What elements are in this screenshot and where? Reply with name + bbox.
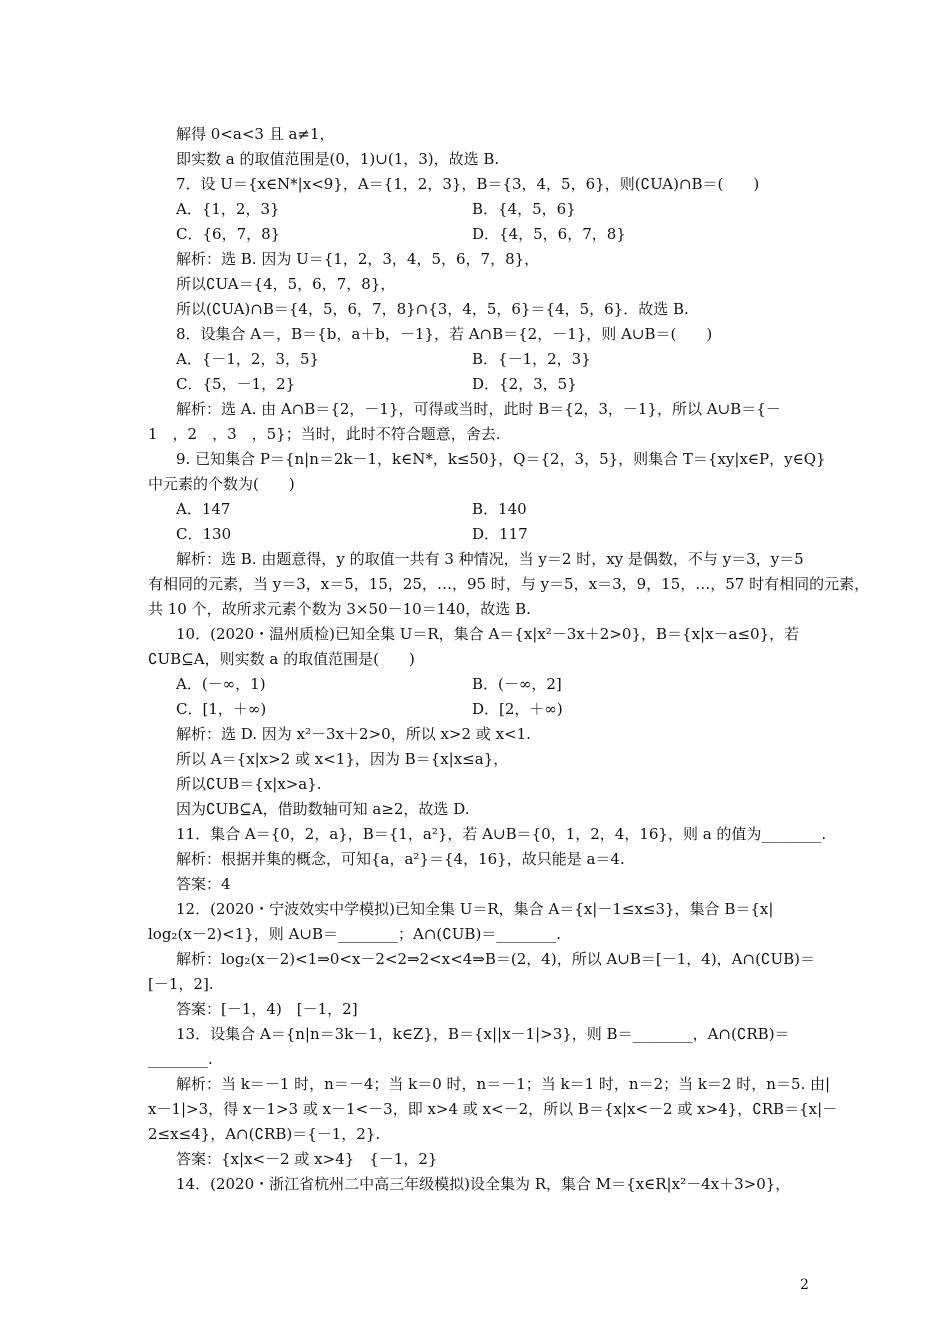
text-line: 12．(2020・宁波效实中学模拟)已知全集 U＝R，集合 A＝{x|－1≤x≤3}，集合 B＝{x| bbox=[176, 900, 774, 918]
choice-option: B．(－∞，2] bbox=[472, 675, 562, 693]
text-line: 答案：{x|x<－2 或 x>4} {－1，2} bbox=[176, 1150, 438, 1168]
text-line: x－1|>3，得 x－1>3 或 x－1<－3，即 x>4 或 x<－2，所以 B＝{x|x<－2 或 x>4}，∁RB＝{x|－ bbox=[148, 1100, 838, 1118]
choice-option: B．{4，5，6} bbox=[472, 200, 576, 218]
text-line: 因为∁UB⊆A，借助数轴可知 a≥2，故选 D. bbox=[176, 800, 470, 818]
text-line: 有相同的元素，当 y＝3，x＝5，15，25，…，95 时，与 y＝5，x＝3，9，15，…，57 时有相同的元素， bbox=[148, 575, 870, 593]
choice-option: A．{－1，2，3，5} bbox=[176, 350, 320, 368]
text-line: 所以∁UB＝{x|x>a}. bbox=[176, 775, 322, 793]
text-line: 解析：选 B. 由题意得，y 的取值一共有 3 种情况，当 y＝2 时，xy 是偶数，不与 y＝3，y＝5 bbox=[176, 550, 804, 568]
choice-option: D．{2，3，5} bbox=[472, 375, 577, 393]
choice-option: B．{－1，2，3} bbox=[472, 350, 591, 368]
text-line: 答案：[－1，4) [－1，2] bbox=[176, 1000, 358, 1018]
text-line: [－1，2]. bbox=[148, 975, 214, 993]
text-line: 13．设集合 A＝{n|n＝3k－1，k∈Z}，B＝{x||x－1|>3}，则 B＝________，A∩(∁RB)＝ bbox=[176, 1025, 790, 1043]
text-line: 解析：选 D. 因为 x²－3x＋2>0，所以 x>2 或 x<1. bbox=[176, 725, 531, 743]
choice-option: C．{6，7，8} bbox=[176, 225, 281, 243]
text-line: 解析：选 A. 由 A∩B＝{2，－1}，可得或当时，此时 B＝{2，3，－1}，所以 A∪B＝{－ bbox=[176, 400, 781, 418]
text-line: 答案：4 bbox=[176, 875, 231, 893]
text-line: 解得 0<a<3 且 a≠1， bbox=[176, 125, 335, 143]
text-line: 7．设 U＝{x∈N*|x<9}，A＝{1，2，3}，B＝{3，4，5，6}，则(∁UA)∩B＝( ) bbox=[176, 175, 760, 193]
page-number: 2 bbox=[800, 1277, 809, 1293]
choice-option: C．130 bbox=[176, 525, 232, 543]
text-line: 即实数 a 的取值范围是(0，1)∪(1，3)，故选 B. bbox=[176, 150, 500, 168]
choice-option: D．[2，＋∞) bbox=[472, 700, 563, 718]
text-line: 共 10 个，故所求元素个数为 3×50－10＝140，故选 B. bbox=[148, 600, 531, 618]
text-line: 所以∁UA＝{4，5，6，7，8}， bbox=[176, 275, 396, 293]
text-line: 10．(2020・温州质检)已知全集 U＝R，集合 A＝{x|x²－3x＋2>0}，B＝{x|x－a≤0}，若 bbox=[176, 625, 800, 643]
text-line: ________. bbox=[148, 1050, 213, 1068]
text-line: 2≤x≤4}，A∩(∁RB)＝{－1，2}. bbox=[148, 1125, 381, 1143]
text-line: 8．设集合 A＝，B＝{b，a＋b，－1}，若 A∩B＝{2，－1}，则 A∪B＝( ) bbox=[176, 325, 713, 343]
text-line: 所以(∁UA)∩B＝{4，5，6，7，8}∩{3，4，5，6}＝{4，5，6}．故选 B. bbox=[176, 300, 689, 318]
choice-option: D．117 bbox=[472, 525, 528, 543]
text-line: 11．集合 A＝{0，2，a}，B＝{1，a²}，若 A∪B＝{0，1，2，4，16}，则 a 的值为________. bbox=[176, 825, 827, 843]
choice-option: A．{1，2，3} bbox=[176, 200, 280, 218]
text-line: 解析：选 B. 因为 U＝{1，2，3，4，5，6，7，8}， bbox=[176, 250, 540, 268]
text-line: 解析：log₂(x－2)<1⇒0<x－2<2⇒2<x<4⇒B＝(2，4)，所以 A∪B＝[－1，4)，A∩(∁UB)＝ bbox=[176, 950, 815, 968]
text-line: log₂(x－2)<1}，则 A∪B＝________；A∩(∁UB)＝________. bbox=[148, 925, 562, 943]
text-line: 解析：根据并集的概念，可知{a，a²}＝{4，16}，故只能是 a＝4. bbox=[176, 850, 625, 868]
text-line: 14．(2020・浙江省杭州二中高三年级模拟)设全集为 R，集合 M＝{x∈R|x²－4x＋3>0}， bbox=[176, 1175, 791, 1193]
text-line: 中元素的个数为( ) bbox=[148, 475, 295, 493]
choice-option: B．140 bbox=[472, 500, 527, 518]
text-line: 1 ，2 ，3 ，5}；当时，此时不符合题意，舍去. bbox=[148, 425, 501, 443]
choice-option: C．[1，＋∞) bbox=[176, 700, 267, 718]
text-line: ∁UB⊆A，则实数 a 的取值范围是( ) bbox=[148, 650, 415, 668]
text-line: 9. 已知集合 P＝{n|n＝2k－1，k∈N*，k≤50}，Q＝{2，3，5}，则集合 T＝{xy|x∈P，y∈Q} bbox=[176, 450, 826, 468]
text-line: 所以 A＝{x|x>2 或 x<1}，因为 B＝{x|x≤a}， bbox=[176, 750, 509, 768]
choice-option: D．{4，5，6，7，8} bbox=[472, 225, 626, 243]
choice-option: A．(－∞，1) bbox=[176, 675, 266, 693]
choice-option: A．147 bbox=[176, 500, 231, 518]
text-line: 解析：当 k＝－1 时，n＝－4；当 k＝0 时，n＝－1；当 k＝1 时，n＝2；当 k＝2 时，n＝5. 由| bbox=[176, 1075, 831, 1093]
choice-option: C．{5，－1，2} bbox=[176, 375, 296, 393]
